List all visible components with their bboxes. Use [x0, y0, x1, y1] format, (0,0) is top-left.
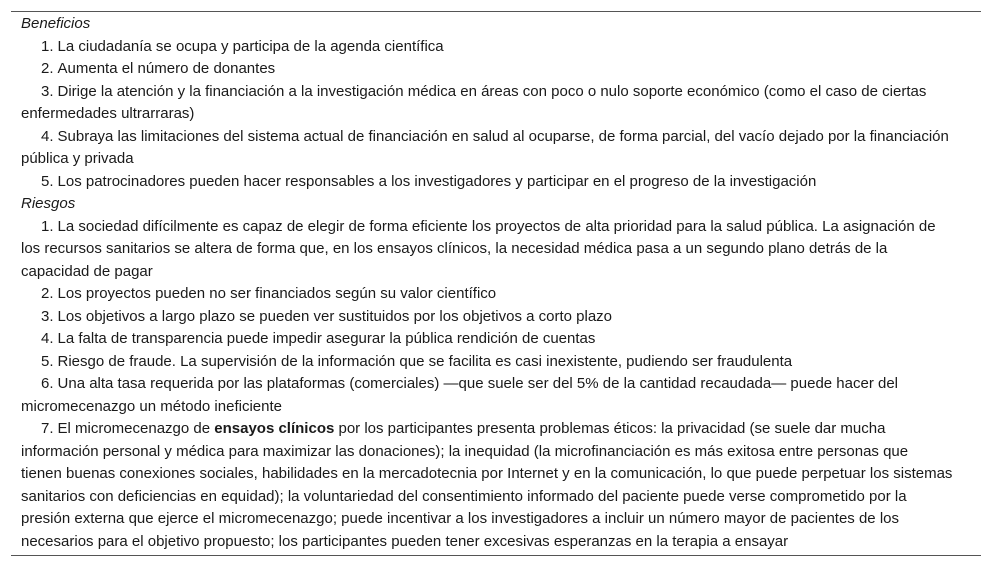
- item-number: 1.: [41, 217, 54, 235]
- item-number: 7.: [41, 420, 54, 437]
- risk-item-crowdfunding-ethics: [21, 418, 953, 553]
- risk-item: [21, 216, 953, 284]
- benefit-item: [21, 36, 953, 59]
- risk-item: [21, 328, 953, 351]
- benefits-risks-table: [11, 11, 981, 556]
- risk-item: [21, 373, 953, 418]
- risk-item: [21, 283, 953, 306]
- benefit-item: [21, 58, 953, 81]
- item-number: 3.: [41, 307, 54, 325]
- item-text: Los objetivos a largo plazo se pueden ver sustituidos por los objetivos a corto plazo: [57, 307, 613, 325]
- item-number: 6.: [41, 375, 54, 392]
- risks-heading: Riesgos: [21, 195, 76, 212]
- item-text: Riesgo de fraude. La supervisión de la información que se facilita es casi inexistente, pudiendo ser fraudulenta: [57, 352, 793, 370]
- item-text: La sociedad difícilmente es capaz de elegir de forma eficiente los proyectos de alta prioridad para la salud pública. La asignación de los recursos sanitarios se altera de forma que, en los ensayos clínicos, la necesidad médica pasa a un segundo plano detrás de la capacidad de pagar: [21, 217, 936, 280]
- item-number: 1.: [41, 37, 54, 55]
- item-number: 2.: [41, 60, 54, 77]
- item-number: 3.: [41, 82, 54, 100]
- benefit-item: [21, 126, 953, 171]
- item-text: Una alta tasa requerida por las plataformas (comerciales) —que suele ser del 5% de la cantidad recaudada— puede hacer del micromecenazgo un método ineficiente: [21, 375, 898, 415]
- benefit-item: [21, 171, 953, 194]
- item-text-post: por los participantes presenta problemas éticos: la privacidad (se suele dar mucha información personal y médica para maximizar las donaciones); la inequidad (la microfinanciación es más exitosa entre personas que tienen buenas conexiones sociales, habilidades en la mercadotecnia por Internet y en la comunicación, lo que puede perpetuar los sistemas sanitarios con deficiencias en equidad); la voluntariedad del consentimiento informado del paciente puede verse comprometido por la presión externa que ejerce el micromecenazgo; puede incentivar a los investigadores a incluir un número mayor de pacientes de los necesarios para el objetivo propuesto; los participantes pueden tener excesivas esperanzas en la terapia a ensayar: [21, 420, 953, 550]
- item-text: La falta de transparencia puede impedir asegurar la pública rendición de cuentas: [57, 330, 596, 347]
- item-text: La ciudadanía se ocupa y participa de la agenda científica: [57, 37, 444, 55]
- item-number: 5.: [41, 172, 54, 190]
- risk-item: [21, 351, 953, 374]
- item-text: Los patrocinadores pueden hacer responsables a los investigadores y participar en el progreso de la investigación: [57, 172, 817, 190]
- item-text-pre: El micromecenazgo de: [57, 420, 215, 437]
- item-text: Aumenta el número de donantes: [57, 60, 276, 77]
- table-content: [11, 13, 981, 553]
- item-text: Los proyectos pueden no ser financiados según su valor científico: [57, 285, 497, 302]
- item-number: 4.: [41, 127, 54, 145]
- item-number: 5.: [41, 352, 54, 370]
- item-number: 2.: [41, 285, 54, 302]
- item-text-bold: ensayos clínicos: [214, 420, 335, 437]
- benefits-heading: Beneficios: [21, 15, 91, 32]
- benefit-item: [21, 81, 953, 126]
- item-number: 4.: [41, 330, 54, 347]
- risk-item: [21, 306, 953, 329]
- item-text: Subraya las limitaciones del sistema actual de financiación en salud al ocuparse, de forma parcial, del vacío dejado por la financiación pública y privada: [21, 127, 949, 167]
- item-text: Dirige la atención y la financiación a la investigación médica en áreas con poco o nulo soporte económico (como el caso de ciertas enfermedades ultrarraras): [21, 82, 927, 122]
